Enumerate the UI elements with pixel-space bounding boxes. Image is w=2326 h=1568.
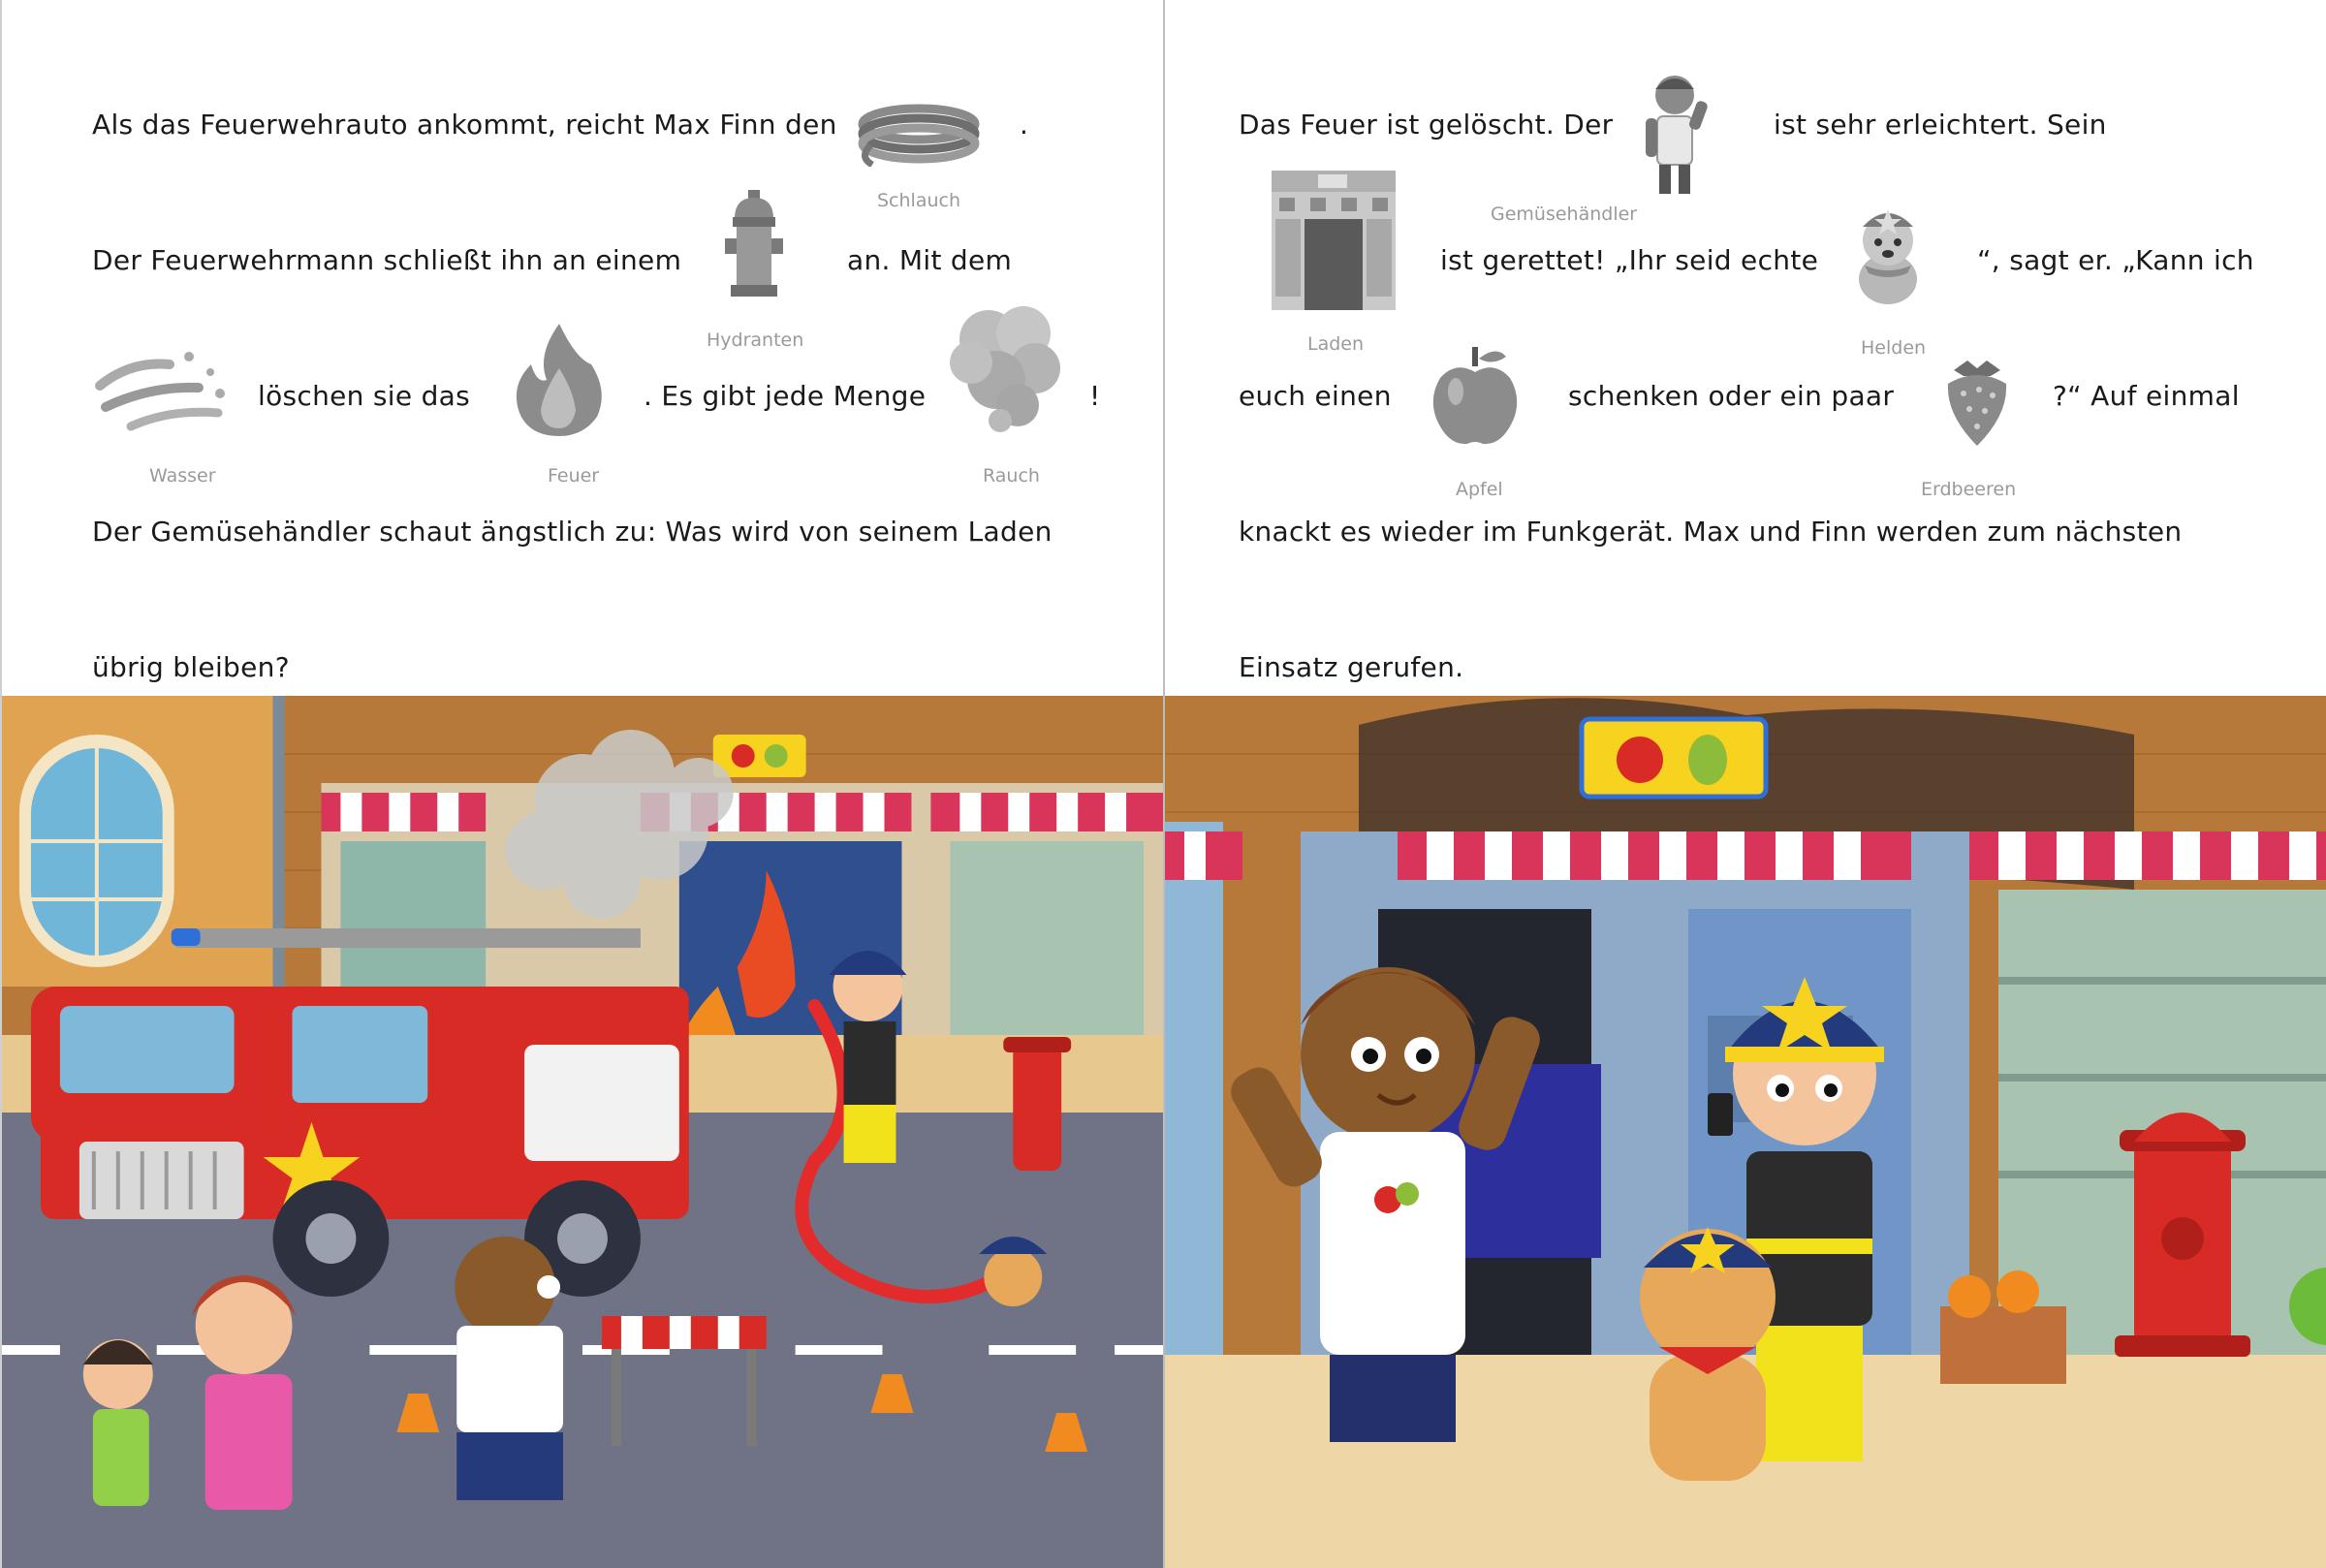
smoke-icon xyxy=(942,300,1068,436)
shop-label: Laden xyxy=(1307,333,1365,355)
text-line: . Es gibt jede Menge xyxy=(644,380,927,412)
strawberries-label: Erdbeeren xyxy=(1921,479,2017,500)
hydrant-icon xyxy=(723,188,785,300)
strawberry-icon xyxy=(1940,353,2014,448)
text-line: “, sagt er. „Kann ich xyxy=(1977,244,2254,276)
water-label: Wasser xyxy=(149,465,216,486)
shop-icon xyxy=(1270,169,1398,314)
hydrant-label: Hydranten xyxy=(707,329,804,351)
text-line: ist sehr erleichtert. Sein xyxy=(1774,109,2107,141)
text-line: . xyxy=(1020,109,1029,141)
heroes-label: Helden xyxy=(1861,337,1927,359)
text-line: übrig bleiben? xyxy=(92,651,290,683)
apple-label: Apfel xyxy=(1456,479,1503,500)
greengrocer-label: Gemüsehändler xyxy=(1491,204,1638,225)
hero-dog-icon xyxy=(1843,196,1933,312)
text-line: schenken oder ein paar xyxy=(1568,380,1895,412)
text-line: ?“ Auf einmal xyxy=(2053,380,2240,412)
text-line: Der Gemüsehändler schaut ängstlich zu: Was wird von seinem Laden xyxy=(92,516,1053,548)
text-line: Das Feuer ist gelöscht. Der xyxy=(1239,109,1614,141)
text-line: ! xyxy=(1089,380,1101,412)
rescued-shop-illustration xyxy=(1165,696,2326,1568)
text-line: knackt es wieder im Funkgerät. Max und Finn werden zum nächsten xyxy=(1239,516,2183,548)
text-line: Als das Feuerwehrauto ankommt, reicht Max Finn den xyxy=(92,109,837,141)
smoke-label: Rauch xyxy=(983,465,1040,486)
text-line: Der Feuerwehrmann schließt ihn an einem xyxy=(92,244,682,276)
apple-icon xyxy=(1427,343,1524,450)
text-line: euch einen xyxy=(1239,380,1392,412)
text-line: Einsatz gerufen. xyxy=(1239,651,1464,683)
fire-icon xyxy=(508,320,611,438)
text-line: an. Mit dem xyxy=(847,244,1013,276)
water-splash-icon xyxy=(92,339,228,432)
hose-icon xyxy=(851,97,987,167)
greengrocer-icon xyxy=(1630,64,1717,200)
text-line: ist gerettet! „Ihr seid echte xyxy=(1440,244,1819,276)
fire-label: Feuer xyxy=(548,465,600,486)
hose-label: Schlauch xyxy=(877,190,961,211)
text-line: löschen sie das xyxy=(258,380,471,412)
right-page xyxy=(1165,0,2326,1568)
fire-scene-illustration xyxy=(2,696,1163,1568)
